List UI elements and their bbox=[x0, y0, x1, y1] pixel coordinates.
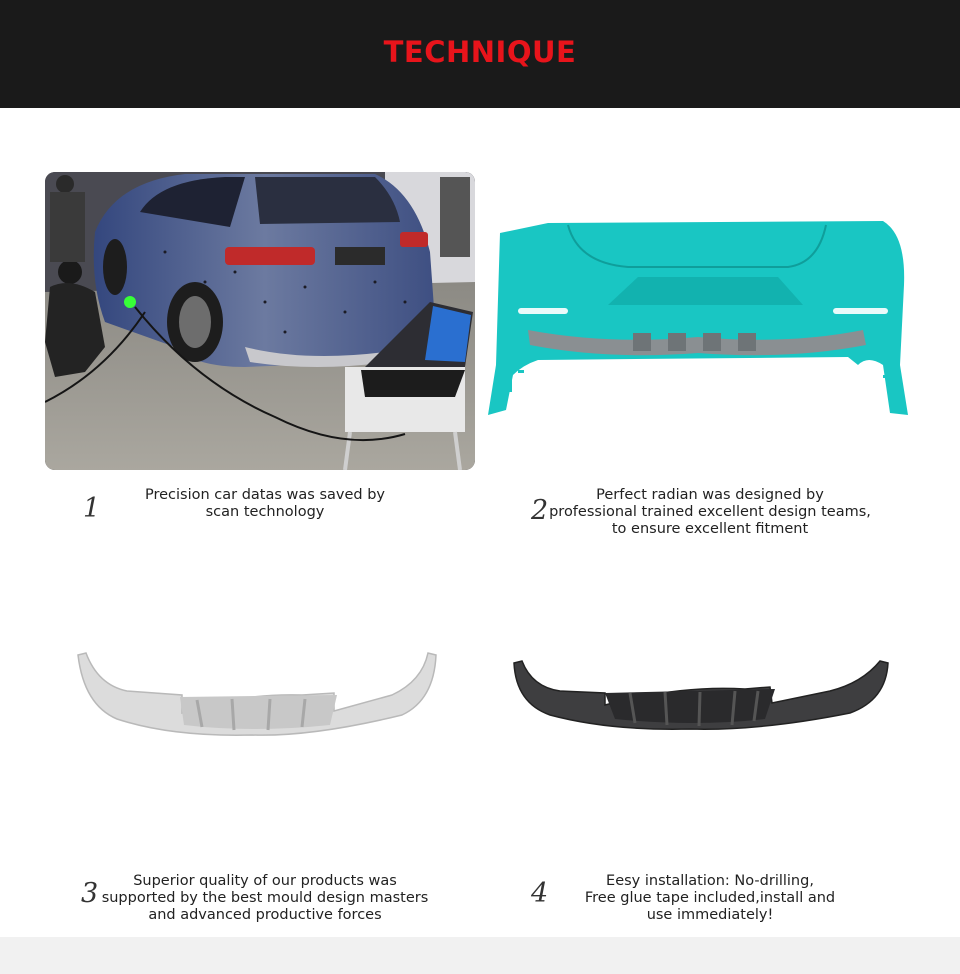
step-caption-2 bbox=[545, 487, 875, 538]
page-title: TECHNIQUE bbox=[383, 35, 577, 69]
car-scanning-photo bbox=[45, 172, 475, 470]
caption-line: Free glue tape included,install and bbox=[584, 890, 836, 906]
caption-line: Eesy installation: No-drilling, bbox=[606, 873, 814, 889]
carbon-diffuser bbox=[510, 655, 892, 735]
white-diffuser-mould bbox=[72, 645, 442, 745]
footer-band bbox=[0, 937, 960, 974]
step-number-1: 1 bbox=[83, 493, 101, 524]
caption-line: Precision car datas was saved by bbox=[144, 487, 385, 503]
step-number-2: 2 bbox=[531, 495, 549, 526]
caption-line: scan technology bbox=[205, 504, 325, 520]
caption-line: Perfect radian was designed by bbox=[596, 487, 824, 503]
3d-scan-model bbox=[488, 215, 920, 425]
caption-line: use immediately! bbox=[646, 907, 774, 923]
step-caption-1 bbox=[135, 487, 395, 521]
caption-line: Superior quality of our products was bbox=[133, 873, 397, 889]
caption-line: and advanced productive forces bbox=[148, 907, 382, 923]
step-number-3: 3 bbox=[81, 878, 99, 909]
step-caption-3 bbox=[95, 873, 435, 924]
step-number-4: 4 bbox=[531, 878, 549, 909]
caption-line: supported by the best mould design masters bbox=[101, 890, 429, 906]
caption-line: to ensure excellent fitment bbox=[611, 521, 809, 537]
step-caption-4 bbox=[570, 873, 850, 924]
page-header bbox=[0, 0, 960, 108]
caption-line: professional trained excellent design teams, bbox=[549, 504, 871, 520]
